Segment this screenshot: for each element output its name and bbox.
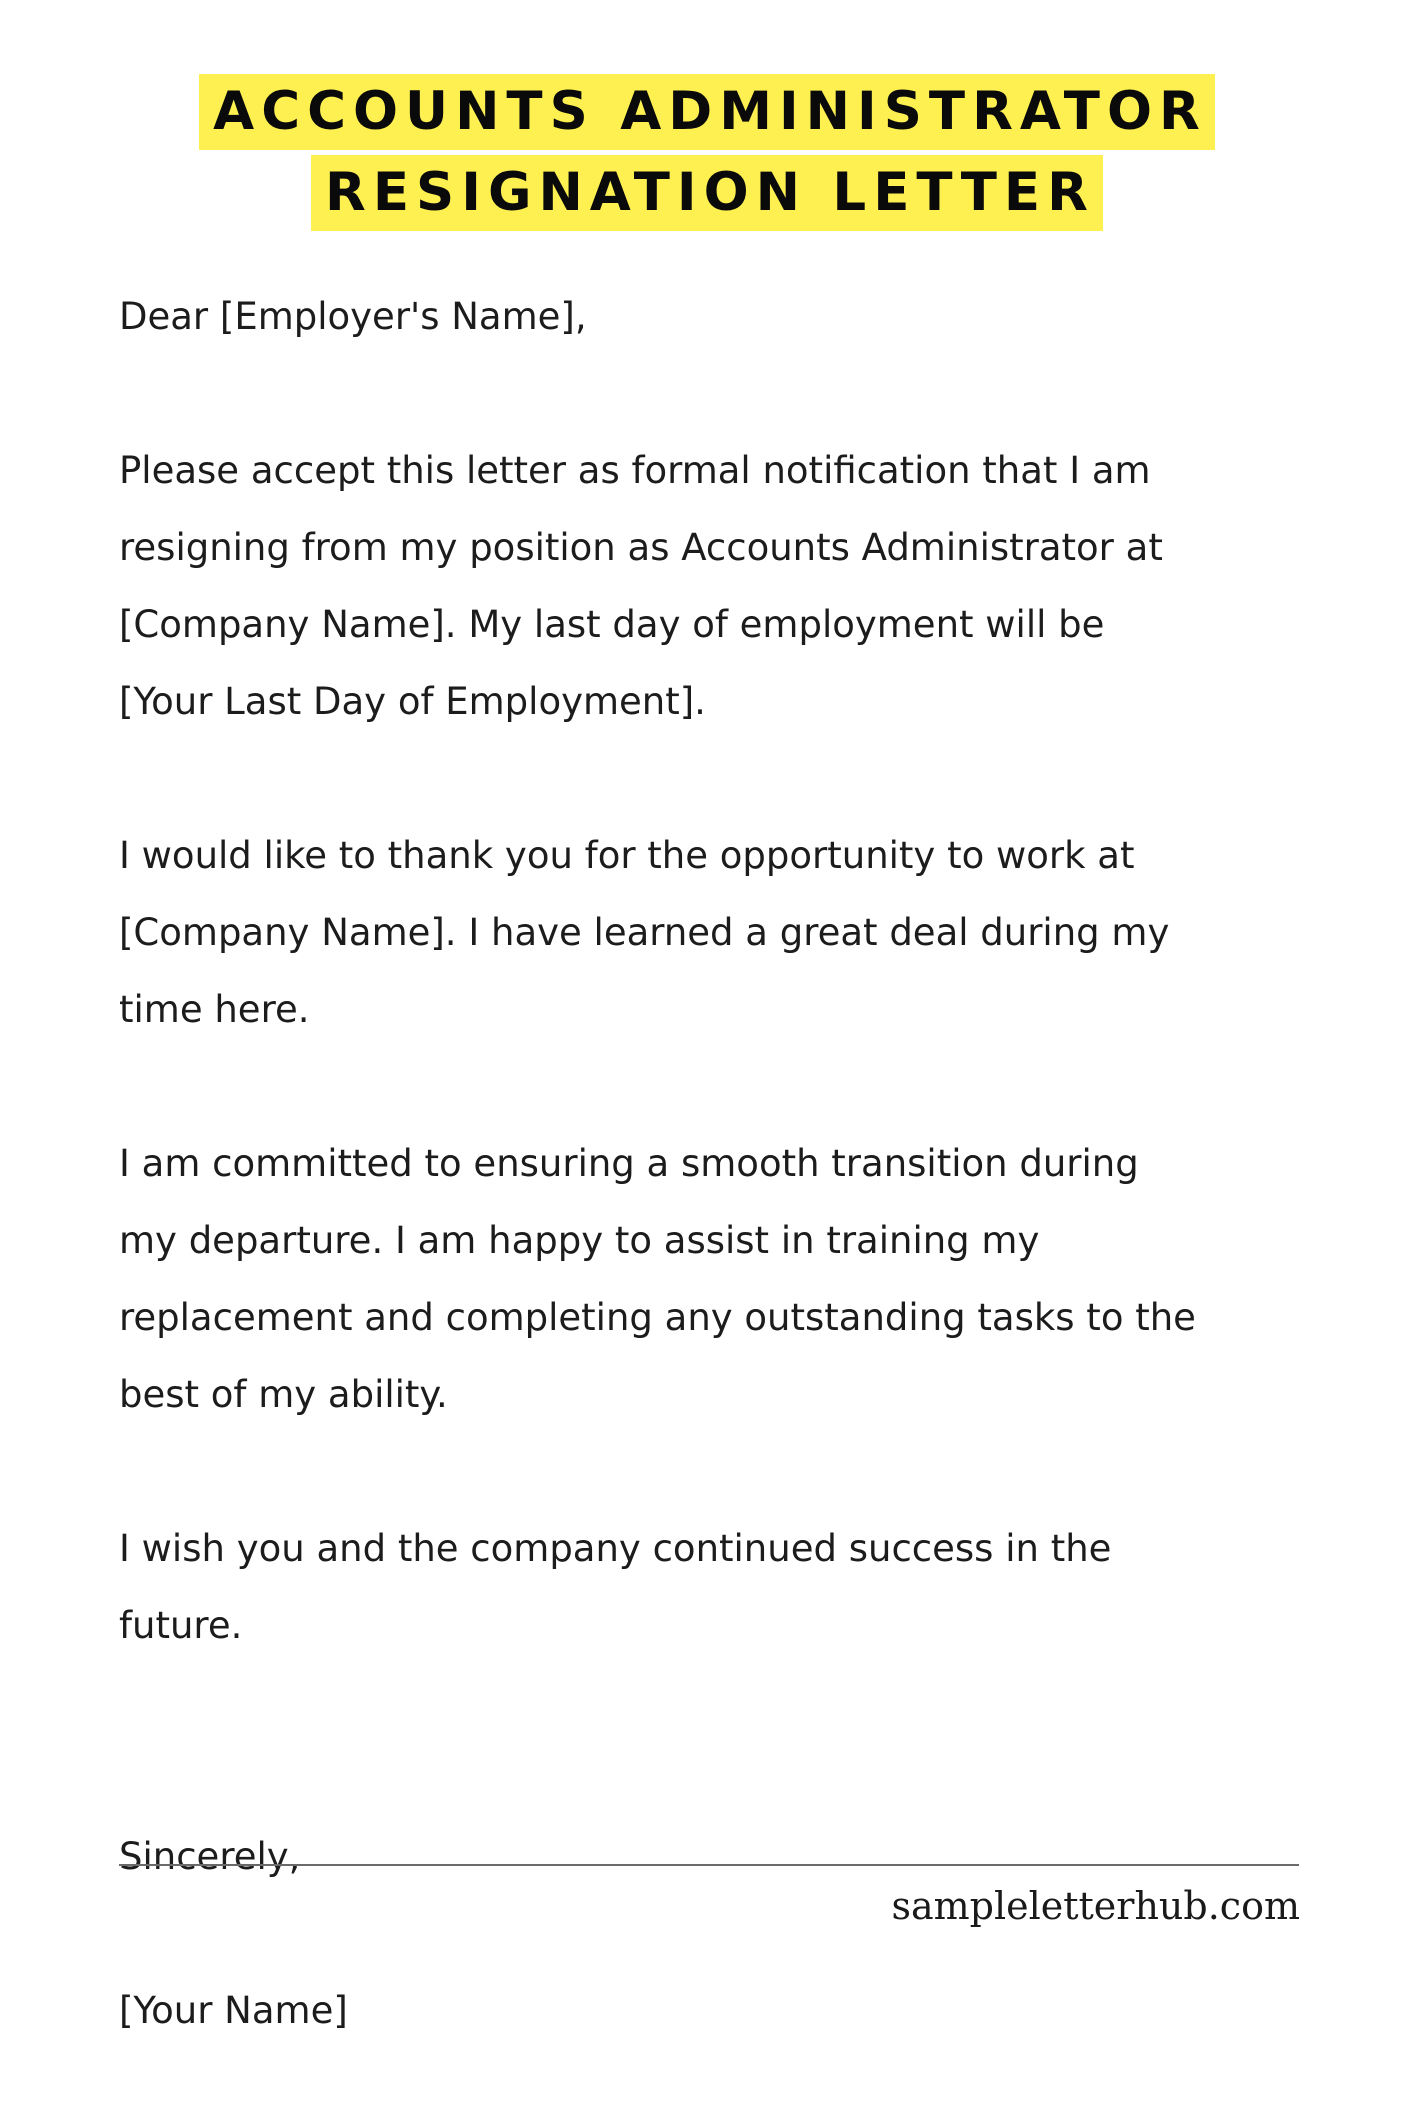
- closing-block: [119, 1741, 1349, 2126]
- website-footer: sampleletterhub.com: [891, 1884, 1300, 1928]
- signature-name: [Your Name]: [119, 1989, 348, 2032]
- paragraph-1: Please accept this letter as formal notification that I am resigning from my position as Accounts Administrator at [Company Name]. My last day of employment will be [Your Last Day of Employment].: [119, 449, 1163, 723]
- letter-body: [119, 278, 1349, 2126]
- paragraph-4: I wish you and the company continued success in the future.: [119, 1527, 1112, 1647]
- title-line-1: ACCOUNTS ADMINISTRATOR: [199, 74, 1215, 150]
- title-line-2: RESIGNATION LETTER: [311, 155, 1103, 231]
- paragraph-2: I would like to thank you for the opportunity to work at [Company Name]. I have learned a great deal during my time here.: [119, 834, 1170, 1031]
- document-title: [0, 74, 1414, 231]
- salutation: Dear [Employer's Name],: [119, 295, 587, 338]
- signature-line: [119, 1864, 1299, 1866]
- paragraph-3: I am committed to ensuring a smooth transition during my departure. I am happy to assist in training my replacement and completing any outstanding tasks to the best of my ability.: [119, 1142, 1196, 1416]
- closing: Sincerely,: [119, 1835, 301, 1878]
